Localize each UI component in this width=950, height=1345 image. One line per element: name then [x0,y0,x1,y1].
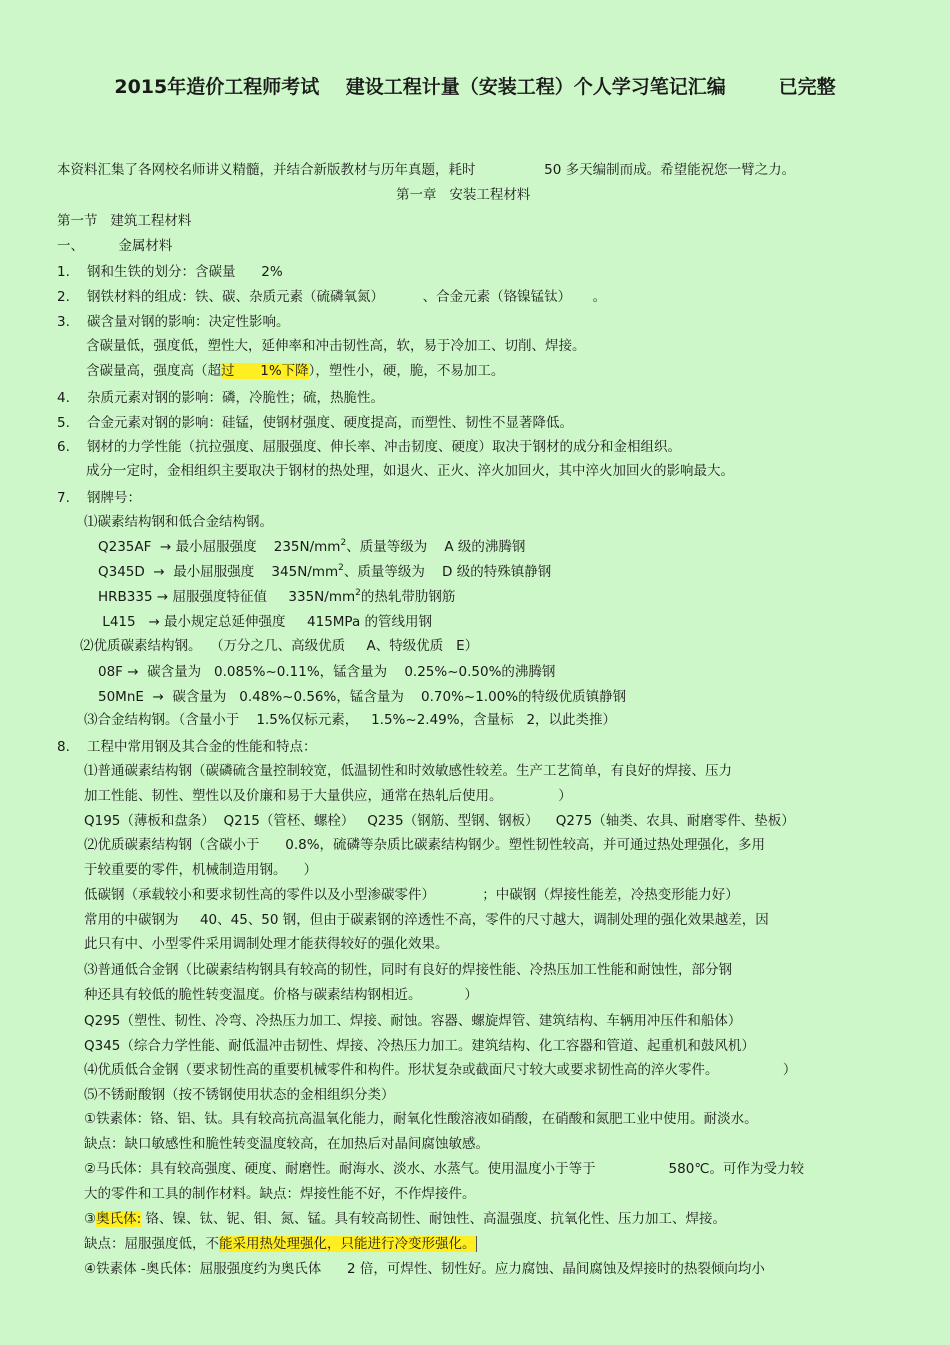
text-span: 、质量等级为 A 级的沸腾钢 [346,539,526,555]
intro-text: 本资料汇集了各网校名师讲义精髓，并结合新版教材与历年真题，耗时 50 多天编制而成。希望能祝您一臂之力。 [57,162,796,178]
text-line: ⑶普通低合金钢（比碳素结构钢具有较高的韧性，同时有良好的焊接性能、冷热压加工性能和耐蚀性，部分钢 [84,962,732,978]
text-line [84,1235,477,1253]
text-span: 的热轧带肋钢筋 [360,589,456,605]
text-line [98,588,455,606]
list-item: 3. 碳含量对钢的影响：决定性影响。 [57,314,290,330]
page-title: 2015年造价工程师考试 建设工程计量（安装工程）个人学习笔记汇编 已完整 [114,76,836,98]
text-span: 、质量等级为 D 级的特殊镇静钢 [343,564,552,580]
list-item: 7. 钢牌号： [57,490,142,506]
text-span: HRB335 → 屈服强度特征值 335N/mm [98,589,356,605]
text-line: 常用的中碳钢为 40、45、50 钢，但由于碳素钢的淬透性不高，零件的尺寸越大，调制处理的强化效果越差，因 [84,912,769,928]
highlighted-text: 过 1%下降 [221,363,309,379]
text-span: 含碳量高，强度高（超 [86,363,221,379]
text-line: 低碳钢（承载较小和要求韧性高的零件以及小型渗碳零件） ；中碳钢（焊接性能差，冷热变形能力好） [84,887,739,903]
text-line: 50MnE → 碳含量为 0.48%~0.56%，锰含量为 0.70%~1.00%的特级优质镇静钢 [98,689,627,705]
superscript: 2 [338,563,344,573]
list-item: 6. 钢材的力学性能（抗拉强度、屈服强度、伸长率、冲击韧度、硬度）取决于钢材的成分和金相组织。 [57,439,682,455]
text-line: 缺点：缺口敏感性和脆性转变温度较高，在加热后对晶间腐蚀敏感。 [84,1136,489,1152]
list-item: 8. 工程中常用钢及其合金的性能和特点： [57,739,317,755]
text-line: 08F → 碳含量为 0.085%~0.11%，锰含量为 0.25%~0.50%的沸腾钢 [98,664,556,680]
list-item: 2. 钢铁材料的组成：铁、碳、杂质元素（硫磷氧氮） 、合金元素（铬镍锰钛） 。 [57,289,607,305]
text-line: Q295（塑性、韧性、冷弯、冷热压力加工、焊接、耐蚀。容器、螺旋焊管、建筑结构、车辆用冲压件和船体） [84,1013,742,1029]
section-heading: 第一节 建筑工程材料 [57,213,192,229]
text-span: 铬、镍、钛、铌、钼、氮、锰。具有较高韧性、耐蚀性、高温强度、抗氧化性、压力加工、焊接。 [141,1211,726,1227]
superscript: 2 [340,538,347,548]
text-line: 此只有中、小型零件采用调制处理才能获得较好的强化效果。 [84,936,449,952]
text-line: 成分一定时，金相组织主要取决于钢材的热处理，如退火、正火、淬火加回火，其中淬火加回火的影响最大。 [86,463,734,479]
text-span: Q345D → 最小屈服强度 345N/mm [98,564,339,580]
text-line: ①铁素体：铬、铝、钛。具有较高抗高温氧化能力，耐氧化性酸溶液如硝酸，在硝酸和氮肥工业中使用。耐淡水。 [84,1111,758,1127]
text-line: Q195（薄板和盘条） Q215（管柸、螺栓） Q235（钢筋、型钢、钢板） Q275（轴类、农具、耐磨零件、垫板） [84,813,795,829]
text-line: ④铁素体 -奥氏体：屈服强度约为奥氏体 2 倍，可焊性、韧性好。应力腐蚀、晶间腐蚀及焊接时的热裂倾向均小 [84,1261,765,1277]
text-line: 含碳量低，强度低，塑性大，延伸率和冲击韧性高，软，易于冷加工、切削、焊接。 [86,338,586,354]
text-line: ②马氏体：具有较高强度、硬度、耐磨性。耐海水、淡水、水蒸气。使用温度小于等于 580℃。可作为受力较 [84,1161,804,1177]
text-line: L415 → 最小规定总延伸强度 415MPa 的管线用钢 [98,614,433,630]
superscript: 2 [355,588,361,598]
text-line: ⑷优质低合金钢（要求韧性高的重要机械零件和构件。形状复杂或截面尺寸较大或要求韧性高的淬火零件。 ） [84,1062,797,1078]
list-item: 4. 杂质元素对钢的影响：磷，冷脆性；硫，热脆性。 [57,390,385,406]
text-line: 种还具有较低的脆性转变温度。价格与碳素结构钢相近。 ） [84,987,478,1003]
text-line: ⑶合金结构钢。（含量小于 1.5%仅标元素， 1.5%~2.49%，含量标 2，以此类推） [84,712,617,728]
text-line: ⑴碳素结构钢和低合金结构钢。 [84,514,273,530]
highlighted-text: 奥氏体: [96,1211,142,1227]
text-span: ），塑性小，硬，脆，不易加工。 [308,363,505,379]
text-line: ⑵优质碳素结构钢（含碳小于 0.8%，硫磷等杂质比碳素结构钢少。塑性韧性较高，并可通过热处理强化，多用 [84,837,766,853]
highlighted-text: 能采用热处理强化，只能进行冷变形强化。 [219,1236,476,1252]
text-line: ⑴普通碳素结构钢（碳磷硫含量控制较宽，低温韧性和时效敏感性较差。生产工艺简单，有良好的焊接、压力 [84,763,732,779]
text-line: 于较重要的零件，机械制造用钢。 ） [84,862,318,878]
text-line [84,1210,726,1228]
text-line [98,538,525,556]
text-line: Q345（综合力学性能、耐低温冲击韧性、焊接、冷热压力加工。建筑结构、化工容器和管道、起重机和鼓风机） [84,1038,755,1054]
text-line: 加工性能、韧性、塑性以及价廉和易于大量供应，通常在热轧后使用。 ） [84,788,572,804]
text-line: ⑸不锈耐酸钢（按不锈钢使用状态的金相组织分类） [84,1087,395,1103]
list-item: 1. 钢和生铁的划分：含碳量 2% [57,264,283,280]
text-line [98,563,551,581]
subsection-heading: 一、 金属材料 [57,238,173,254]
text-line [86,362,504,380]
text-span: Q235AF → 最小屈服强度 235N/mm [98,539,341,555]
chapter-heading: 第一章 安装工程材料 [396,187,531,203]
text-span: 缺点：屈服强度低，不 [84,1236,219,1252]
list-item: 5. 合金元素对钢的影响：硅锰，使钢材强度、硬度提高，而塑性、韧性不显著降低。 [57,415,574,431]
text-line: ⑵优质碳素结构钢。 （万分之几、高级优质 A、特级优质 E） [80,638,479,654]
text-span: ③ [84,1211,97,1227]
text-line: 大的零件和工具的制作材料。缺点：焊接性能不好，不作焊接件。 [84,1186,476,1202]
